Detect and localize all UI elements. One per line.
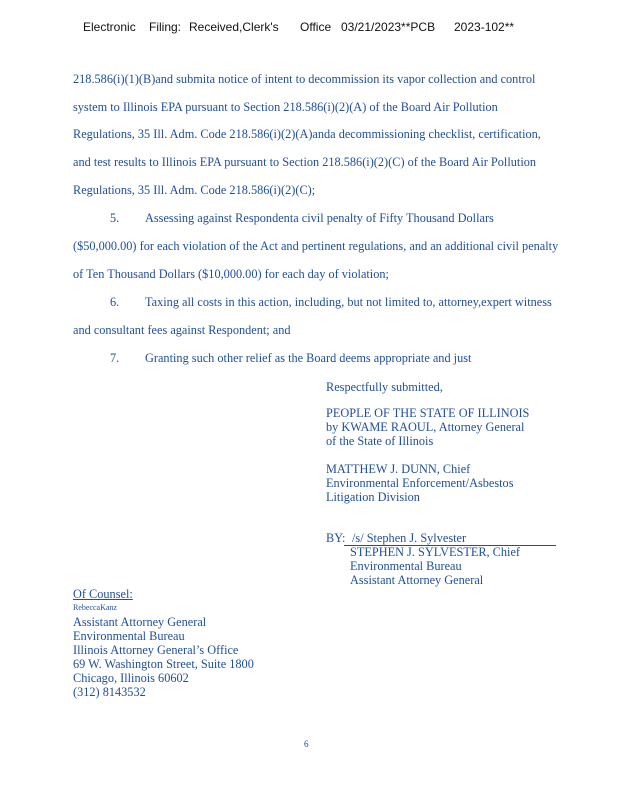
people-of-state: PEOPLE OF THE STATE OF ILLINOIS <box>326 406 530 420</box>
item-5-line-3: of Ten Thousand Dollars ($10,000.00) for each day of violation; <box>73 267 389 281</box>
body-line-4: and test results to Illinois EPA pursuant to Section 218.586(i)(2)(C) of the Board Air Pollution <box>73 155 537 169</box>
header-filing: Filing: <box>149 20 182 34</box>
environmental-enforcement: Environmental Enforcement/Asbestos <box>326 476 514 490</box>
item-6-line-2: and consultant fees against Respondent; and <box>73 323 291 337</box>
item-6-line-1: Taxing all costs in this action, including, but not limited to, attorney,expert witness <box>145 295 552 309</box>
stephen-sylvester: STEPHEN J. SYLVESTER, Chief <box>350 545 521 559</box>
header-date-code: 03/21/2023**PCB <box>341 20 436 34</box>
counsel-bureau: Environmental Bureau <box>73 629 185 643</box>
header-received: Received,Clerk's <box>189 20 279 34</box>
counsel-title: Assistant Attorney General <box>73 615 207 629</box>
header-docket: 2023-102** <box>454 20 515 34</box>
of-counsel-label: Of Counsel: <box>73 587 133 601</box>
item-7-line-1: Granting such other relief as the Board deems appropriate and just <box>145 351 472 365</box>
respectfully-submitted: Respectfully submitted, <box>326 380 443 394</box>
item-6-number: 6. <box>110 295 120 309</box>
assistant-attorney-general: Assistant Attorney General <box>350 573 484 587</box>
item-5-line-2: ($50,000.00) for each violation of the Act and pertinent regulations, and an additional civil penalty <box>73 239 559 253</box>
counsel-city: Chicago, Illinois 60602 <box>73 671 189 685</box>
counsel-office: Illinois Attorney General’s Office <box>73 643 239 657</box>
litigation-division: Litigation Division <box>326 490 420 504</box>
environmental-bureau: Environmental Bureau <box>350 559 462 573</box>
body-line-2: system to Illinois EPA pursuant to Section 218.586(i)(2)(A) of the Board Air Pollution <box>73 100 498 114</box>
header-electronic: Electronic <box>83 20 136 34</box>
of-the-state: of the State of Illinois <box>326 434 434 448</box>
page-number: 6 <box>304 739 309 749</box>
by-label: BY: <box>326 531 346 545</box>
body-line-5: Regulations, 35 Ill. Adm. Code 218.586(i)(2)(C); <box>73 183 316 197</box>
signature-line <box>344 531 556 546</box>
matthew-dunn: MATTHEW J. DUNN, Chief <box>326 462 471 476</box>
counsel-street: 69 W. Washington Street, Suite 1800 <box>73 657 254 671</box>
item-7-number: 7. <box>110 351 120 365</box>
signature-text: /s/ Stephen J. Sylvester <box>352 531 467 545</box>
counsel-phone: (312) 8143532 <box>73 685 146 699</box>
counsel-name: RebeccaKanz <box>73 603 117 612</box>
by-kwame-raoul: by KWAME RAOUL, Attorney General <box>326 420 525 434</box>
item-5-line-1: Assessing against Respondenta civil penalty of Fifty Thousand Dollars <box>145 211 494 225</box>
body-line-3: Regulations, 35 Ill. Adm. Code 218.586(i)(2)(A)anda decommissioning checklist, certification, <box>73 127 541 141</box>
header-office: Office <box>300 20 332 34</box>
body-line-1: 218.586(i)(1)(B)and submita notice of intent to decommission its vapor collection and control <box>73 72 536 86</box>
item-5-number: 5. <box>110 211 120 225</box>
